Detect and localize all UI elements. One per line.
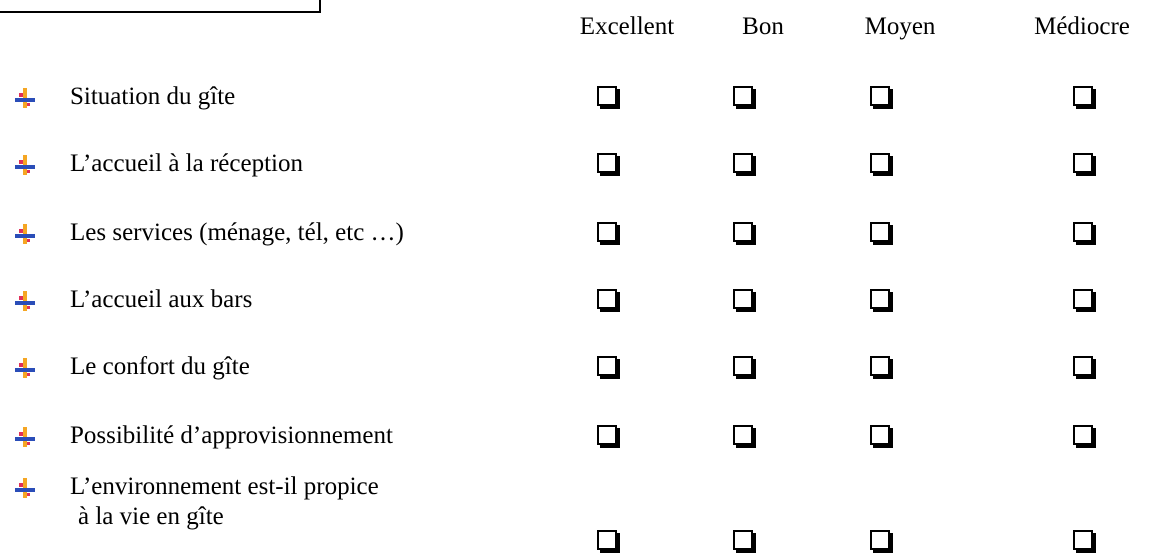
rating-row xyxy=(0,82,1153,112)
checkbox-mediocre[interactable] xyxy=(1073,86,1093,106)
criterion-label xyxy=(70,285,252,315)
checkbox-bon[interactable] xyxy=(733,153,753,173)
criterion-label-line: Situation du gîte xyxy=(70,83,236,110)
checkbox-excellent[interactable] xyxy=(597,425,617,445)
checkbox-mediocre[interactable] xyxy=(1073,289,1093,309)
criterion-label xyxy=(70,352,250,382)
rating-row xyxy=(0,352,1153,382)
top-label-box xyxy=(0,0,321,13)
checkbox-excellent[interactable] xyxy=(597,289,617,309)
criterion-label-line: Possibilité d’approvisionnement xyxy=(70,422,393,449)
checkbox-excellent[interactable] xyxy=(597,153,617,173)
criterion-label-line: L’accueil à la réception xyxy=(70,150,303,177)
criterion-label-line: L’environnement est-il propice xyxy=(70,473,379,500)
checkbox-moyen[interactable] xyxy=(870,153,890,173)
column-header-moyen: Moyen xyxy=(864,13,936,40)
criterion-label xyxy=(70,218,404,248)
rating-row xyxy=(0,472,1153,530)
checkbox-mediocre[interactable] xyxy=(1073,222,1093,242)
bullet-icon xyxy=(14,223,36,245)
checkbox-excellent[interactable] xyxy=(597,356,617,376)
checkbox-mediocre[interactable] xyxy=(1073,530,1093,550)
column-header-excellent: Excellent xyxy=(579,13,675,40)
checkbox-mediocre[interactable] xyxy=(1073,153,1093,173)
checkbox-bon[interactable] xyxy=(733,530,753,550)
rating-row xyxy=(0,285,1153,315)
checkbox-excellent[interactable] xyxy=(597,86,617,106)
criterion-label-line: L’accueil aux bars xyxy=(70,286,253,313)
rating-row xyxy=(0,149,1153,179)
criterion-label xyxy=(70,82,235,112)
checkbox-moyen[interactable] xyxy=(870,289,890,309)
criterion-label-line: Les services (ménage, tél, etc …) xyxy=(70,219,404,246)
criterion-label-line: Le confort du gîte xyxy=(70,353,250,380)
bullet-icon xyxy=(14,154,36,176)
criterion-label xyxy=(70,421,393,451)
bullet-icon xyxy=(14,87,36,109)
rating-row xyxy=(0,218,1153,248)
checkbox-bon[interactable] xyxy=(733,425,753,445)
rating-row xyxy=(0,421,1153,451)
checkbox-moyen[interactable] xyxy=(870,356,890,376)
checkbox-mediocre[interactable] xyxy=(1073,425,1093,445)
checkbox-bon[interactable] xyxy=(733,356,753,376)
bullet-icon xyxy=(14,290,36,312)
checkbox-moyen[interactable] xyxy=(870,86,890,106)
criterion-label xyxy=(70,472,379,532)
checkbox-moyen[interactable] xyxy=(870,530,890,550)
checkbox-mediocre[interactable] xyxy=(1073,356,1093,376)
checkbox-moyen[interactable] xyxy=(870,222,890,242)
criterion-label-line: à la vie en gîte xyxy=(78,503,224,530)
checkbox-moyen[interactable] xyxy=(870,425,890,445)
column-header-bon: Bon xyxy=(742,13,784,40)
column-header-mediocre: Médiocre xyxy=(1034,13,1130,40)
checkbox-excellent[interactable] xyxy=(597,222,617,242)
bullet-icon xyxy=(14,357,36,379)
criterion-label xyxy=(70,149,303,179)
checkbox-bon[interactable] xyxy=(733,86,753,106)
bullet-icon xyxy=(14,477,36,499)
checkbox-excellent[interactable] xyxy=(597,530,617,550)
bullet-icon xyxy=(14,426,36,448)
checkbox-bon[interactable] xyxy=(733,222,753,242)
checkbox-bon[interactable] xyxy=(733,289,753,309)
